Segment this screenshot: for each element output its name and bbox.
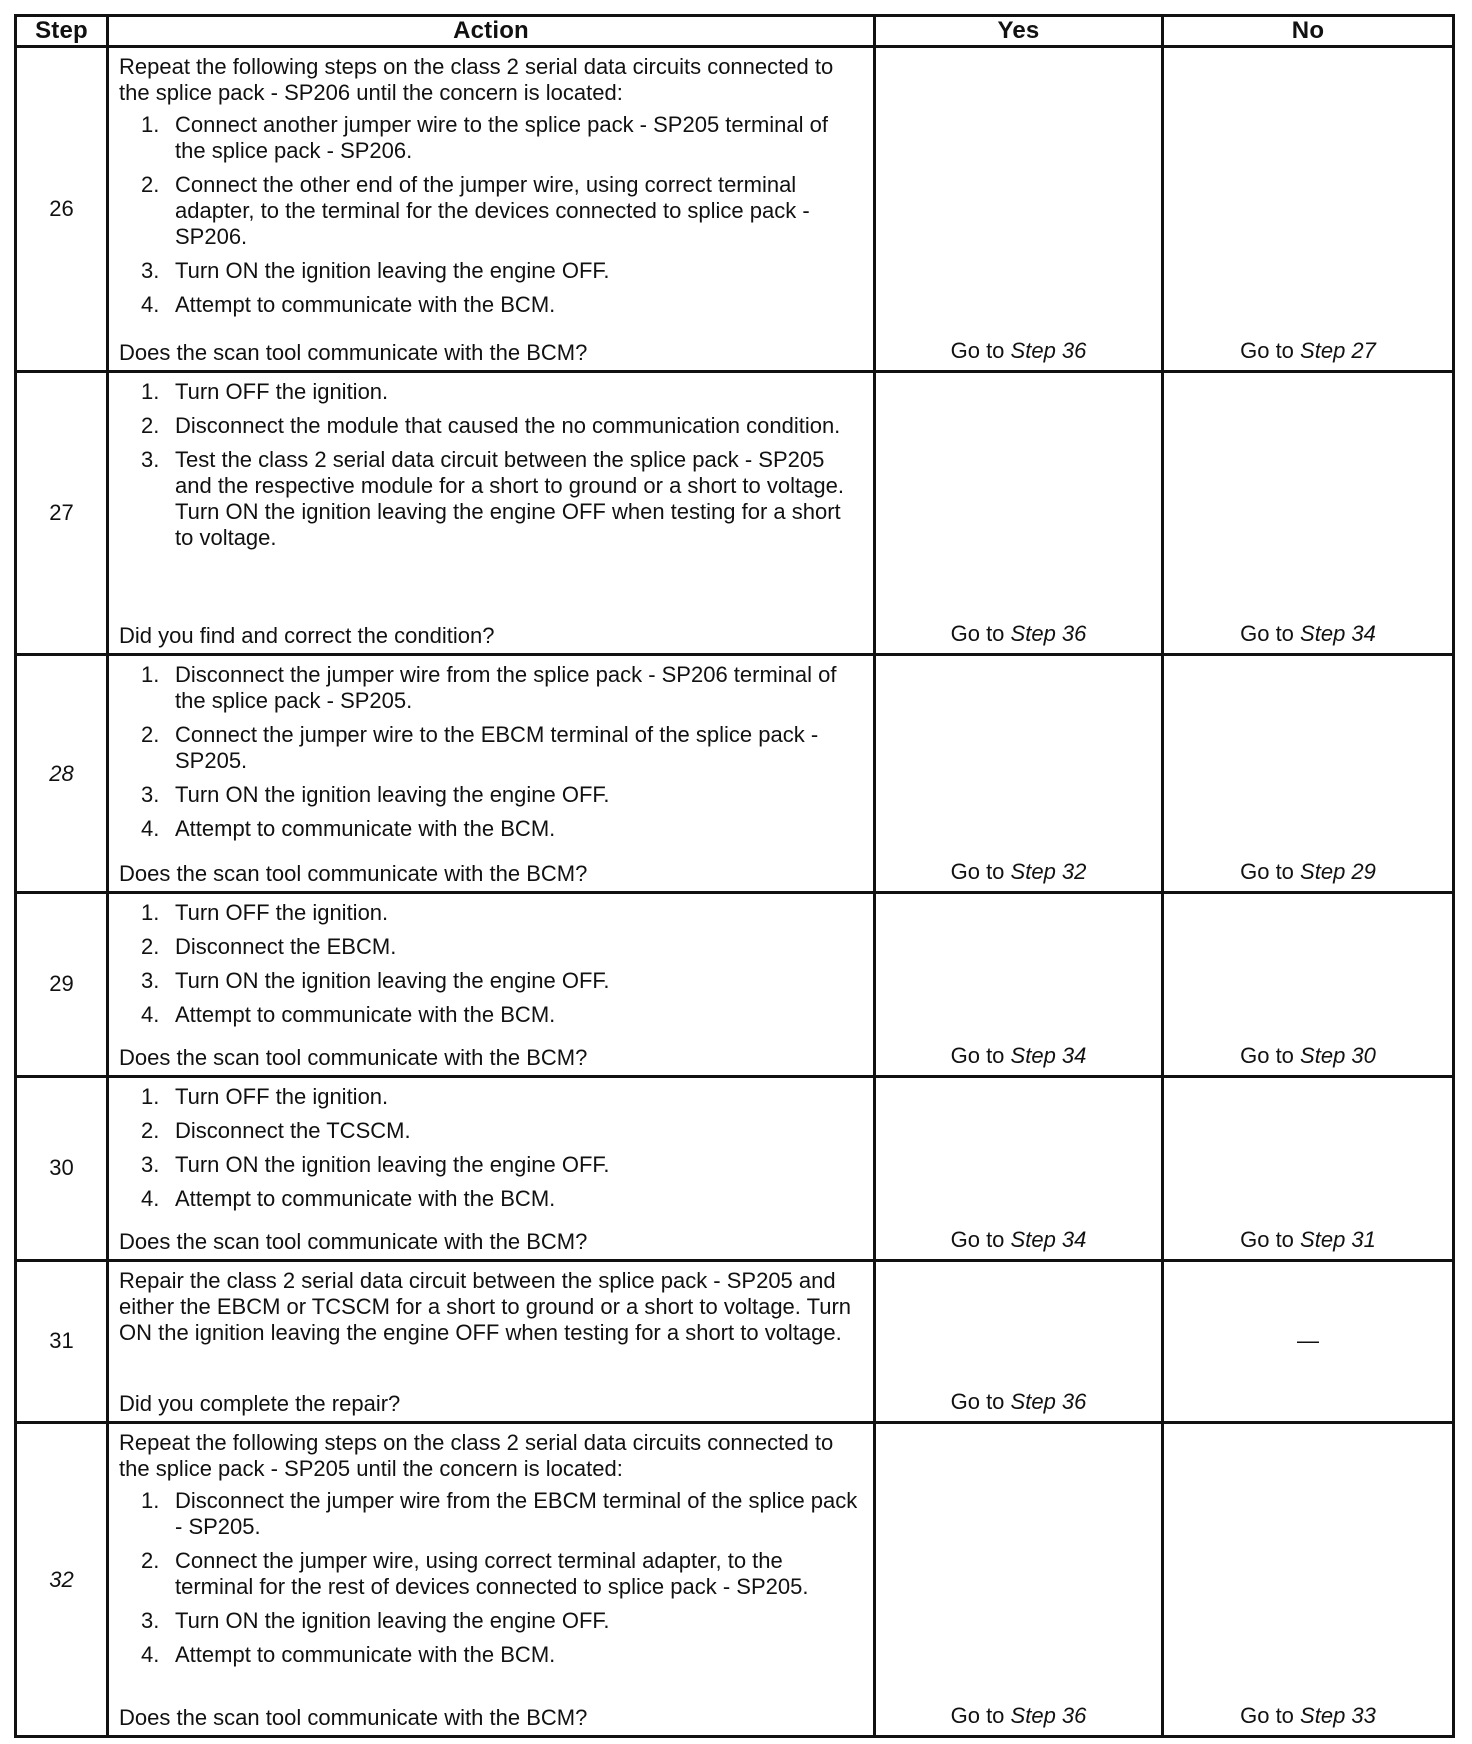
action-steps (119, 1488, 863, 1676)
header-no: No (1163, 16, 1454, 47)
diagnostic-steps-table (14, 14, 1455, 1738)
table-row (16, 1423, 1454, 1737)
list-item: 3. Turn ON the ignition leaving the engine OFF. (141, 968, 610, 994)
list-item: 2. Disconnect the module that caused the no communication condition. (141, 413, 841, 439)
list-item: 3. Test the class 2 serial data circuit between the splice pack - SP205 and the respective module for a short to ground or a short to voltage. Turn ON the ignition leaving the engine OFF when testing for a short to voltage. (141, 447, 844, 551)
no-cell: Go to Step 30 (1163, 893, 1454, 1077)
list-item: 4. Attempt to communicate with the BCM. (141, 816, 556, 842)
action-steps (119, 662, 863, 850)
header-action: Action (108, 16, 875, 47)
table-row (16, 893, 1454, 1077)
action-steps (119, 1084, 863, 1220)
step-number: 32 (16, 1423, 108, 1737)
action-intro: Repeat the following steps on the class 2 serial data circuits connected to the splice pack - SP206 until the concern is located: (119, 54, 834, 105)
not-applicable-dash: — (1297, 1328, 1319, 1354)
action-intro: Repair the class 2 serial data circuit between the splice pack - SP205 and either the EBCM or TCSCM for a short to ground or a short to voltage. Turn ON the ignition leaving the engine OFF when testing for a short to voltage. (119, 1267, 852, 1345)
list-item: 2. Disconnect the TCSCM. (141, 1117, 411, 1143)
list-item: 4. Attempt to communicate with the BCM. (141, 1642, 556, 1668)
list-item: 2. Connect the other end of the jumper wire, using correct terminal adapter, to the terminal for the devices connected to splice pack - SP206. (141, 172, 810, 249)
yes-step-ref: Step 36 (1010, 1703, 1087, 1728)
table-row (16, 372, 1454, 655)
no-step-ref: Step 34 (1300, 621, 1376, 647)
action-steps (119, 900, 863, 1036)
yes-cell: Go to Step 34 (875, 1076, 1163, 1260)
action-cell (108, 1260, 875, 1422)
step-number: 31 (16, 1260, 108, 1422)
action-question: Does the scan tool communicate with the BCM? (119, 340, 588, 366)
list-item: 3. Turn ON the ignition leaving the engine OFF. (141, 258, 610, 283)
action-cell (108, 655, 875, 893)
list-item: 4. Attempt to communicate with the BCM. (141, 292, 556, 317)
action-cell (108, 893, 875, 1077)
table-row (16, 1260, 1454, 1422)
no-cell: Go to Step 33 (1163, 1423, 1454, 1737)
yes-cell: Go to Step 34 (875, 893, 1163, 1077)
no-step-ref: Step 30 (1300, 1042, 1376, 1068)
no-cell: Go to Step 29 (1163, 655, 1454, 893)
no-step-ref: Step 31 (1300, 1226, 1376, 1252)
action-cell (108, 1423, 875, 1737)
table-row (16, 47, 1454, 372)
yes-step-ref: Step 34 (1010, 1226, 1087, 1252)
step-number: 29 (16, 893, 108, 1077)
step-number: 30 (16, 1076, 108, 1260)
no-cell: Go to Step 31 (1163, 1076, 1454, 1260)
no-step-ref: Step 33 (1300, 1703, 1376, 1728)
yes-step-ref: Step 36 (1010, 1389, 1087, 1415)
yes-step-ref: Step 32 (1010, 859, 1087, 885)
action-steps (119, 379, 863, 559)
list-item: 3. Turn ON the ignition leaving the engine OFF. (141, 782, 610, 808)
header-step: Step (16, 16, 108, 47)
table-row (16, 1076, 1454, 1260)
list-item: 1. Disconnect the jumper wire from the EBCM terminal of the splice pack - SP205. (141, 1488, 858, 1540)
action-cell (108, 372, 875, 655)
yes-cell: Go to Step 36 (875, 1260, 1163, 1422)
action-question: Does the scan tool communicate with the BCM? (119, 1705, 588, 1730)
step-number: 26 (16, 47, 108, 372)
header-row (16, 16, 1454, 47)
yes-cell: Go to Step 32 (875, 655, 1163, 893)
list-item: 3. Turn ON the ignition leaving the engine OFF. (141, 1608, 610, 1634)
step-number: 28 (16, 655, 108, 893)
yes-step-ref: Step 34 (1010, 1042, 1087, 1068)
action-cell (108, 47, 875, 372)
action-question: Does the scan tool communicate with the BCM? (119, 861, 588, 887)
list-item: 1. Turn OFF the ignition. (141, 1083, 389, 1109)
list-item: 2. Connect the jumper wire, using correct terminal adapter, to the terminal for the rest of devices connected to splice pack - SP205. (141, 1548, 809, 1600)
list-item: 4. Attempt to communicate with the BCM. (141, 1002, 556, 1028)
action-question: Did you find and correct the condition? (119, 623, 495, 649)
no-step-ref: Step 29 (1300, 859, 1376, 885)
list-item: 4. Attempt to communicate with the BCM. (141, 1185, 556, 1211)
yes-cell: Go to Step 36 (875, 47, 1163, 372)
action-question: Did you complete the repair? (119, 1391, 401, 1417)
list-item: 1. Turn OFF the ignition. (141, 900, 389, 926)
yes-step-ref: Step 36 (1010, 338, 1087, 364)
list-item: 3. Turn ON the ignition leaving the engine OFF. (141, 1151, 610, 1177)
list-item: 1. Disconnect the jumper wire from the splice pack - SP206 terminal of the splice pack - SP205. (141, 662, 837, 714)
list-item: 1. Turn OFF the ignition. (141, 379, 389, 405)
action-question: Does the scan tool communicate with the BCM? (119, 1044, 588, 1070)
list-item: 2. Disconnect the EBCM. (141, 934, 397, 960)
table-row (16, 655, 1454, 893)
yes-cell: Go to Step 36 (875, 372, 1163, 655)
header-yes: Yes (875, 16, 1163, 47)
step-number: 27 (16, 372, 108, 655)
action-steps (119, 112, 863, 326)
action-question: Does the scan tool communicate with the BCM? (119, 1228, 588, 1254)
no-cell (1163, 1260, 1454, 1422)
yes-cell: Go to Step 36 (875, 1423, 1163, 1737)
action-intro: Repeat the following steps on the class 2 serial data circuits connected to the splice pack - SP205 until the concern is located: (119, 1430, 834, 1482)
yes-step-ref: Step 36 (1010, 621, 1087, 647)
no-step-ref: Step 27 (1300, 338, 1376, 364)
list-item: 2. Connect the jumper wire to the EBCM terminal of the splice pack - SP205. (141, 722, 819, 774)
action-cell (108, 1076, 875, 1260)
list-item: 1. Connect another jumper wire to the splice pack - SP205 terminal of the splice pack - SP206. (141, 112, 828, 163)
no-cell: Go to Step 34 (1163, 372, 1454, 655)
no-cell: Go to Step 27 (1163, 47, 1454, 372)
